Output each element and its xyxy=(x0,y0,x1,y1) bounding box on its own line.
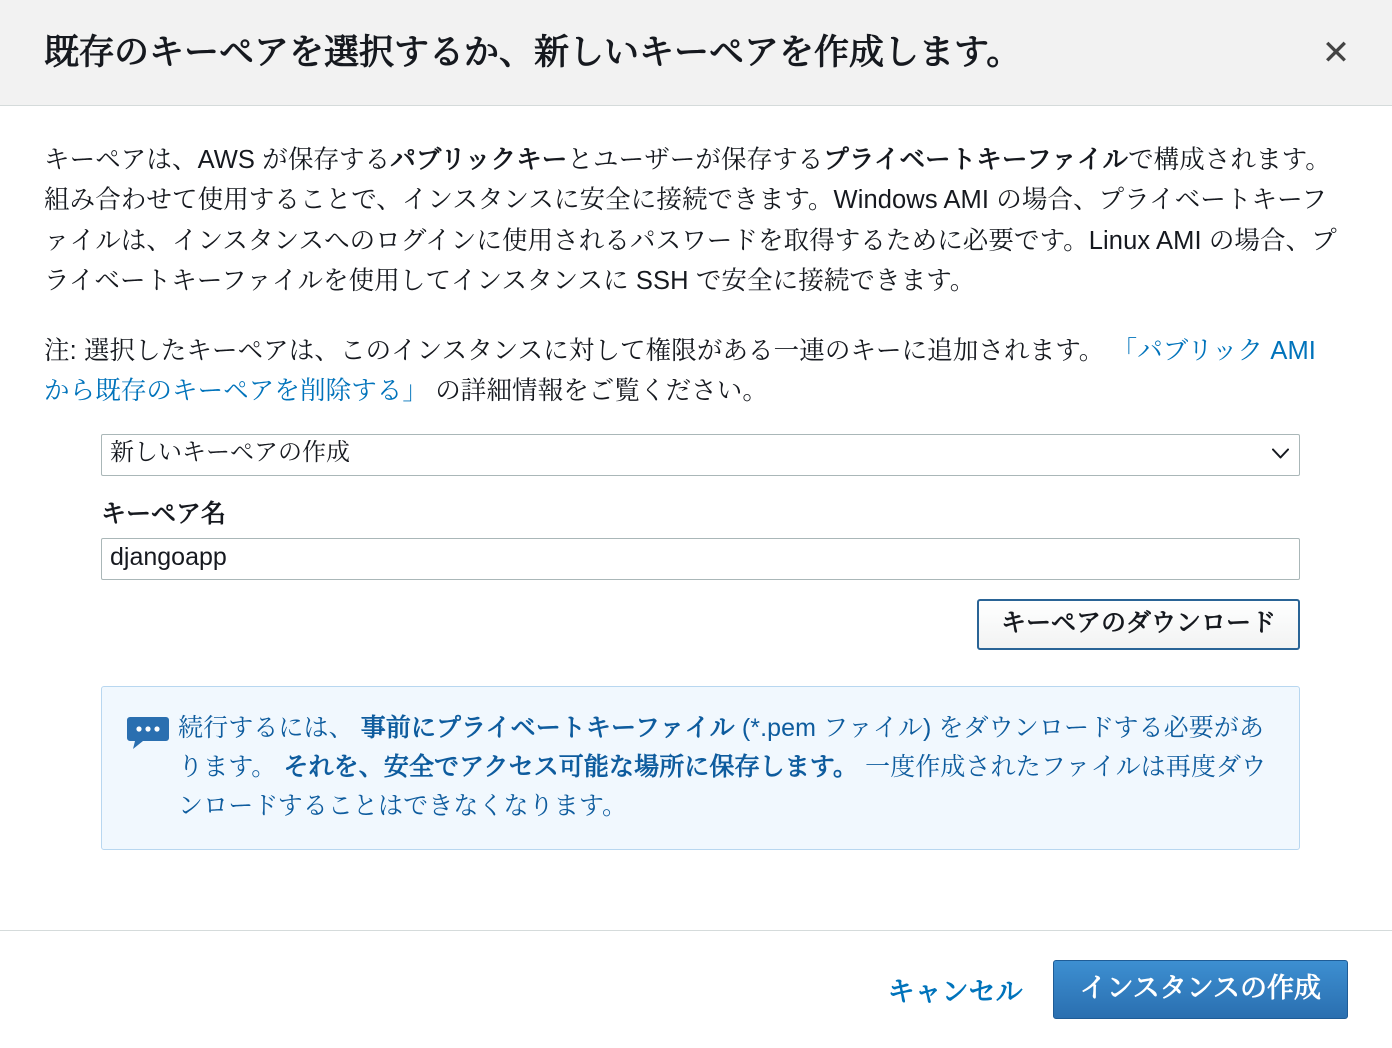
info-callout xyxy=(101,686,1300,850)
callout-bold-2: それを、安全でアクセス可能な場所に保存します。 xyxy=(283,752,859,781)
callout-text-2: (*.pem ファイル) をダウンロードする必要があります。 xyxy=(178,714,1265,781)
download-row xyxy=(101,599,1300,651)
callout-bold-1: 事前にプライベートキーファイル xyxy=(360,714,735,743)
close-icon[interactable]: ✕ xyxy=(1314,31,1358,75)
description-text-1: キーペアは、AWS が保存する xyxy=(44,146,391,174)
speech-bubble-icon xyxy=(126,709,178,756)
info-callout-text xyxy=(178,709,1273,825)
dialog-footer xyxy=(0,930,1392,1048)
note-text-1: 注: 選択したキーペアは、このインスタンスに対して権限がある一連のキーに追加されます。 xyxy=(44,337,1105,366)
keypair-name-input[interactable] xyxy=(101,538,1300,580)
dialog-body xyxy=(0,106,1392,930)
keypair-name-label: キーペア名 xyxy=(101,499,227,528)
description-paragraph xyxy=(44,140,1348,301)
keypair-action-select-wrapper xyxy=(101,434,1300,476)
dialog-title: 既存のキーペアを選択するか、新しいキーペアを作成します。 xyxy=(44,32,1022,72)
description-bold-public-key: パブリックキー xyxy=(390,146,568,174)
launch-instances-button[interactable]: インスタンスの作成 xyxy=(1053,960,1348,1020)
keypair-action-select[interactable] xyxy=(101,434,1300,476)
note-paragraph xyxy=(44,331,1348,412)
remove-keypair-doc-link[interactable]: 「パブリック AMI から既存のキーペアを削除する」 xyxy=(44,337,1316,406)
callout-text-3: 一度作成されたファイルは再度ダウンロードすることはできなくなります。 xyxy=(178,752,1267,820)
keypair-form xyxy=(44,434,1348,851)
download-keypair-button[interactable]: キーペアのダウンロード xyxy=(977,599,1300,651)
callout-text-1: 続行するには、 xyxy=(178,714,354,743)
note-text-2: の詳細情報をご覧ください。 xyxy=(435,377,769,406)
description-text-3: で構成されます。組み合わせて使用することで、インスタンスに安全に接続できます。Windows AMI の場合、プライベートキーファイルは、インスタンスへのログインに使用されるパスワードを取得するために必要です。Linux AMI の場合、プライベートキーファイルを使用してインスタンスに SSH で安全に接続できます。 xyxy=(44,146,1337,295)
dialog-header xyxy=(0,0,1392,106)
description-bold-private-key-file: プライベートキーファイル xyxy=(823,146,1129,174)
description-text-2: とユーザーが保存する xyxy=(567,146,824,174)
cancel-button[interactable]: キャンセル xyxy=(884,962,1027,1017)
